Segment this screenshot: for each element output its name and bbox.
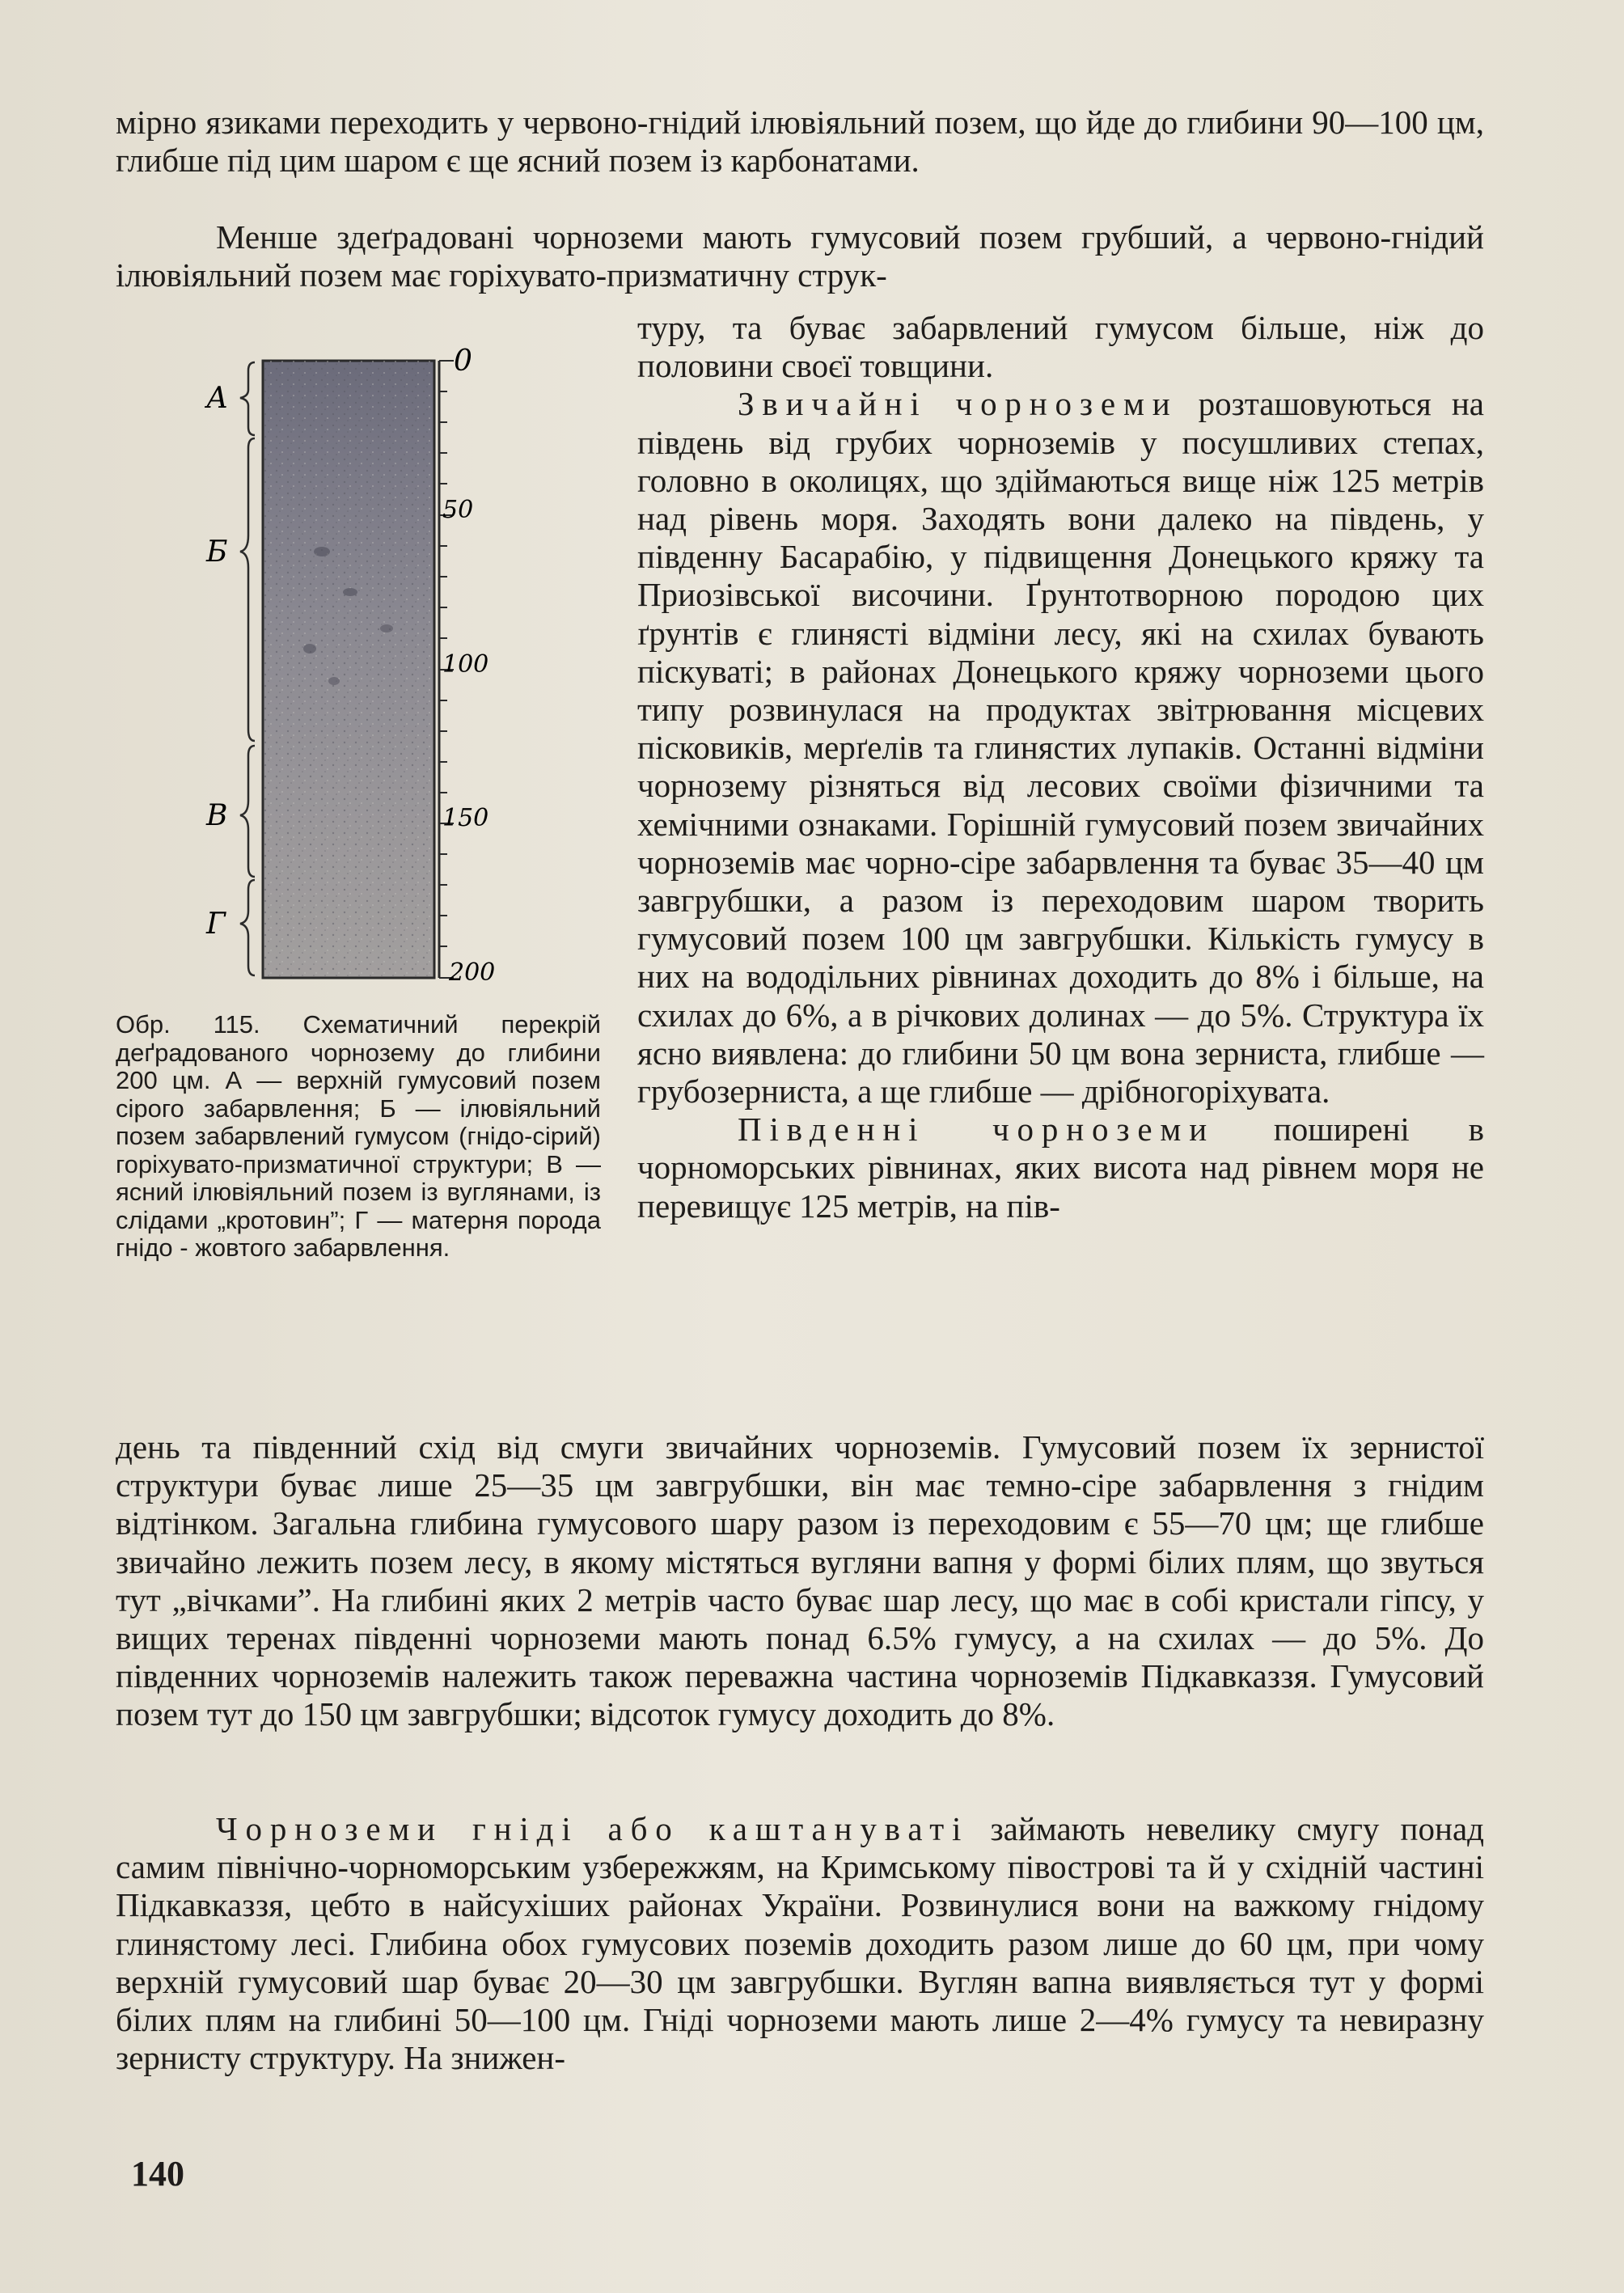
- paragraph-southern-continued: день та південний схід від смуги звичайних чорноземів. Гумусовий позем їх зернистої структури буває лише 25—35 цм завгрубшки, він має темно-сіре забарвлення з гнідим відтінком. Загальна глибина гумусового шару разом із переходовим є 55—70 цм; ще глибше звичайно лежить позем лесу, в якому містяться вугляни вапня у формі білих плям, що звуться тут „вічками”. На глибині яких 2 метрів часто буває шар лесу, що має в собі кристали гіпсу, у вищих теренах південні чорноземи мають понад 6.5% гумусу, а на схилах — до 5%. До південних чорноземів належить також переважна частина чорноземів Підкавказзя. Гумусовий позем тут до 150 цм завгрубшки; відсоток гумусу доходить до 8%.: [116, 1428, 1484, 1733]
- page-number: 140: [131, 2154, 184, 2194]
- paragraph-less-degraded-text: Менше здеґрадовані чорноземи мають гумусовий позем грубший, а червоно-гнідий ілювіяльний позем має горіхувато-призматичну струк-: [116, 218, 1484, 294]
- depth-tick-label: 100: [442, 650, 489, 679]
- paragraph-less-degraded: [116, 218, 1484, 294]
- term-ordinary-chernozems: Звичайні чорноземи: [738, 385, 1178, 423]
- soil-profile-figure: [116, 309, 603, 992]
- horizon-label-g: Г: [206, 907, 226, 941]
- right-column: [637, 309, 1484, 1225]
- paragraph-top-text: мірно язиками переходить у червоно-гнідий ілювіяльний позем, що йде до глибини 90—100 цм, глибше під цим шаром є ще ясний позем із карбонатами.: [116, 104, 1484, 180]
- paragraph-top: [116, 104, 1484, 180]
- depth-tick-label: 50: [442, 496, 474, 524]
- depth-tick-label: 200: [449, 958, 496, 987]
- horizon-label-b: Б: [206, 535, 228, 569]
- figure-caption: Обр. 115. Схематичний перекрій деґрадованого чорнозему до глибини 200 цм. А — верхній гумусовий позем сірого забарвлення; Б — ілювіяльний позем забарвлений гумусом (гнідо-сірий) горіхувато-призматичної структури; В — ясний ілювіяльний позем із вуглянами, із слідами „кротовин”; Г — матерня порода гнідо - жовтого забарвлення.: [116, 1010, 601, 1262]
- paragraph-ordinary-chernozems: [637, 385, 1484, 1111]
- horizon-label-v: В: [206, 799, 228, 832]
- horizon-label-a: А: [206, 382, 229, 415]
- paragraph-southern-text: поширені в чорноморських рівнинах, яких висота над рівнем моря не перевищує 125 метрів, на пів-: [637, 1111, 1485, 1225]
- soil-profile-diagram: [116, 309, 603, 988]
- paragraph-less-degraded-continued: туру, та буває забарвлений гумусом більше, ніж до половини своєї товщини.: [637, 309, 1484, 385]
- depth-tick-label: 0: [454, 345, 472, 378]
- depth-tick-label: 150: [442, 804, 489, 832]
- term-southern-chernozems: Південні чорноземи: [738, 1111, 1215, 1149]
- paragraph-southern-chernozems: [637, 1111, 1484, 1225]
- paragraph-chestnut-chernozems: [116, 1810, 1484, 2077]
- figure-and-column: [116, 309, 1484, 1393]
- paragraph-ordinary-text: розташовуються на південь від грубих чорноземів у посушливих степах, головно в околицях, що здіймаються вище ніж 125 метрів над рівень моря. Заходять вони далеко на південь, у південну Басарабію, у підвищення Донецького кряжу та Приозівської височини. Ґрунтотворною породою цих ґрунтів є глинясті відміни лесу, які на схилах бувають піскуваті; в районах Донецького кряжу чорноземи цього типу розвинулася на продуктах звітрювання місцевих пісковиків, мерґелів та глинястих лупаків. Останні відміни чорнозему різняться від лесових своїми фізичними та хемічними ознаками. Горішній гумусовий позем звичайних чорноземів має чорно-сіре забарвлення та буває 35—40 цм завгрубшки, а разом із переходовим шаром творить гумусовий позем 100 цм завгрубшки. Кількість гумусу в них на вододільних рівнинах доходить до 8% і більше, на схилах до 6%, а в річкових долинах — до 5%. Структура їх ясно виявлена: до глибини 50 цм вона зерниста, глибше — грубозерниста, а ще глибше — дрібногоріхувата.: [637, 385, 1484, 1111]
- term-chestnut-chernozems: Чорноземи гніді або каштануваті: [216, 1810, 970, 1847]
- paragraph-chestnut-text: займають невелику смугу понад самим північно-чорноморським узбережжям, на Кримському півострові та й у східній частині Підкавказзя, цебто в найсухіших районах України. Розвинулися вони на важкому гнідому глинястому лесі. Глибина обох гумусових поземів доходить разом лише до 60 цм, при чому верхній гумусовий шар буває 20—30 цм завгрубшки. Вуглян вапна виявляється тут у формі білих плям на глибині 50—100 цм. Гніді чорноземи мають лише 2—4% гумусу та невиразну зернисту структуру. На знижен-: [116, 1810, 1485, 2077]
